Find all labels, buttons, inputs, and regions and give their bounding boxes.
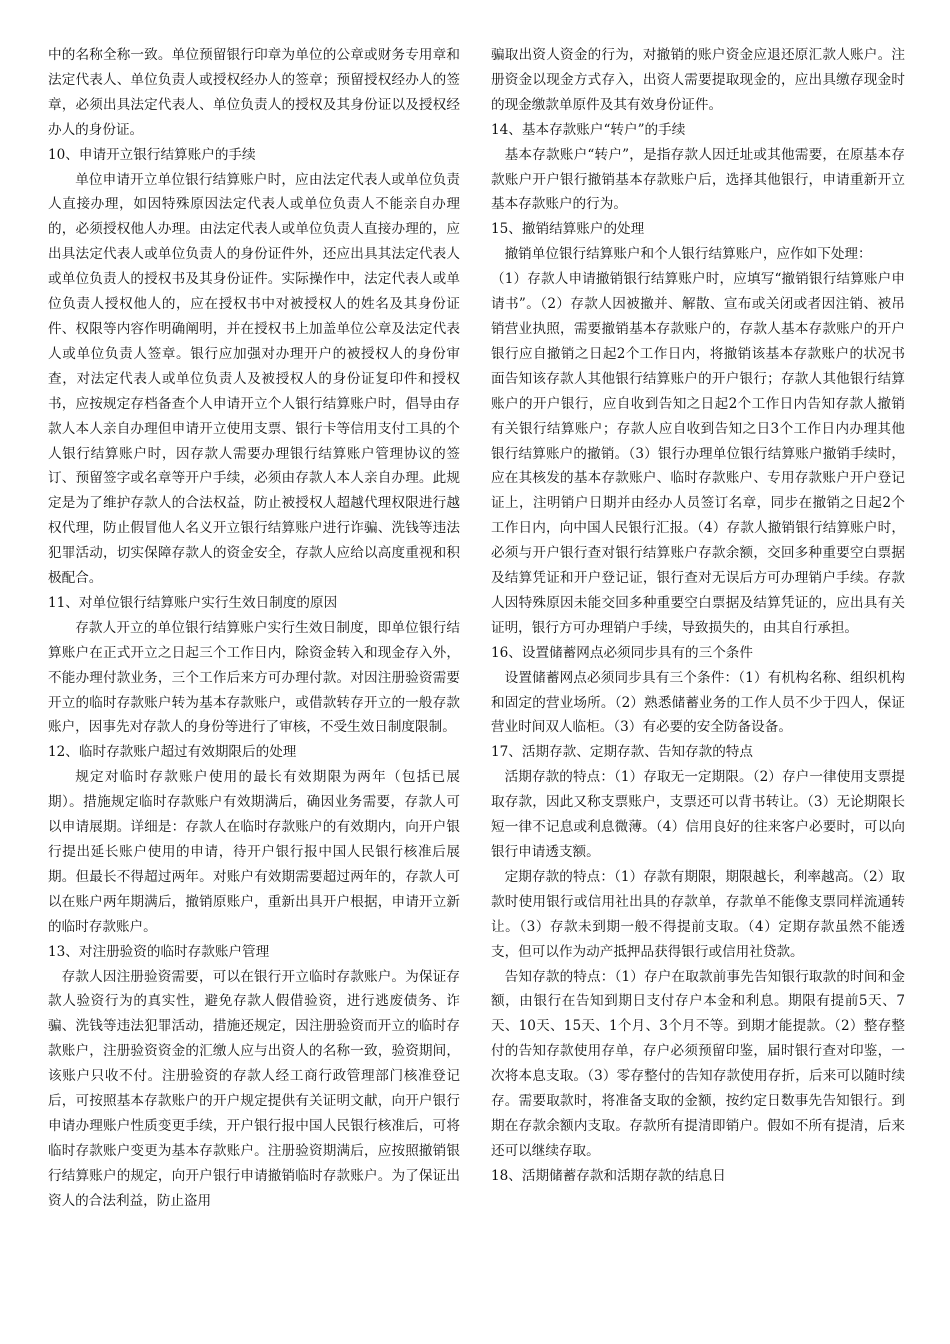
paragraph: 定期存款的特点：（1）存款有期限，期限越长，利率越高。（2）取款时使用银行或信用社出具的存款单，存款单不能像支票同样流通转让。（3）存款未到期一般不得提前支取。（4）定期存款虽然不能透支，但可以作为动产抵押品获得银行或信用社贷款。 xyxy=(491,868,905,960)
paragraph: 活期存款的特点：（1）存取无一定期限。（2）存户一律使用支票提取存款，因此又称支票账户，支票还可以背书转让。（3）无论期限长短一律不记息或利息微薄。（4）信用良好的往来客户必要时，可以向银行申请透支额。 xyxy=(491,769,905,860)
section-heading: 16、设置储蓄网点必须同步具有的三个条件 xyxy=(491,644,753,661)
section-heading: 14、基本存款账户“转户”的手续 xyxy=(491,121,686,138)
paragraph: 撤销单位银行结算账户和个人银行结算账户，应作如下处理： xyxy=(504,246,872,263)
section-heading: 12、临时存款账户超过有效期限后的处理 xyxy=(48,744,297,761)
right-column xyxy=(491,43,905,1189)
paragraph: 存款人开立的单位银行结算账户实行生效日制度，即单位银行结算账户在正式开立之日起三个工作日内，除资金转入和现金存入外，不能办理付款业务，三个工作后来方可办理付款。对因注册验资需要开立的临时存款账户转为基本存款账户，或借款转存开立的一般存款账户，因事先对存款人的身份等进行了审核，不受生效日制度限制。 xyxy=(48,619,460,736)
paragraph: 基本存款账户“转户”，是指存款人因迁址或其他需要，在原基本存款账户开户银行撤销基本存款账户后，选择其他银行，申请重新开立基本存款账户的行为。 xyxy=(491,146,905,213)
paragraph: 告知存款的特点：（1）存户在取款前事先告知银行取款的时间和金额，由银行在告知到期日支付存户本金和利息。期限有提前5天、7天、10天、15天、1个月、3个月不等。到期才能提款。（2）整存整付的告知存款使用存单，存户必须预留印鉴，届时银行查对印鉴，一次将本息支取。（3）零存整付的告知存款使用存折，后来可以随时续存。需要取款时，将准备支取的金额，按约定日数事先告知银行。到期在存款余额内支取。存款所有提清即销户。假如不所有提清，后来还可以继续存取。 xyxy=(491,968,905,1159)
paragraph: 设置储蓄网点必须同步具有三个条件：（1）有机构名称、组织机构和固定的营业场所。（2）熟悉储蓄业务的工作人员不少于四人，保证营业时间双人临柜。（3）有必要的安全防备设备。 xyxy=(491,669,905,736)
section-heading: 13、对注册验资的临时存款账户管理 xyxy=(48,943,270,960)
section-heading: 10、申请开立银行结算账户的手续 xyxy=(48,146,256,163)
section-heading: 18、活期储蓄存款和活期存款的结息日 xyxy=(491,1167,726,1184)
paragraph: 中的名称全称一致。单位预留银行印章为单位的公章或财务专用章和法定代表人、单位负责人或授权经办人的签章；预留授权经办人的签章，必须出具法定代表人、单位负责人的授权及其身份证以及授权经办人的身份证。 xyxy=(48,47,460,138)
paragraph: （1）存款人申请撤销银行结算账户时，应填写“撤销银行结算账户申请书”。（2）存款人因被撤并、解散、宣布或关闭或者因注销、被吊销营业执照，需要撤销基本存款账户的，存款人基本存款账户的开户银行应自撤销之日起2个工作日内，将撤销该基本存款账户的状况书面告知该存款人其他银行结算账户的开户银行；存款人其他银行结算账户的开户银行，应自收到告知之日起2个工作日内告知存款人撤销有关银行结算账户；存款人应自收到告知之日3个工作日内办理其他银行结算账户的撤销。（3）银行办理单位银行结算账户撤销手续时，应在其核发的基本存款账户、临时存款账户、专用存款账户开户登记证上，注明销户日期并由经办人员签订名章，同步在撤销之日起2个工作日内，向中国人民银行汇报。（4）存款人撤销银行结算账户时，必须与开户银行查对银行结算账户存款余额，交回多种重要空白票据及结算凭证和开户登记证，银行查对无误后方可办理销户手续。存款人因特殊原因未能交回多种重要空白票据及结算凭证的，应出具有关证明，银行方可办理销户手续，导致损失的，由其自行承担。 xyxy=(491,271,905,636)
paragraph: 存款人因注册验资需要，可以在银行开立临时存款账户。为保证存款人验资行为的真实性，避免存款人假借验资，进行逃废债务、诈骗、洗钱等违法犯罪活动，措施还规定，因注册验资而开立的临时存款账户，注册验资资金的汇缴人应与出资人的名称一致，验资期间，该账户只收不付。注册验资的存款人经工商行政管理部门核准登记后，可按照基本存款账户的开户规定提供有关证明文献，向开户银行申请办理账户性质变更手续，开户银行报中国人民银行核准后，可将临时存款账户变更为基本存款账户。注册验资期满后，应按照撤销银行结算账户的规定，向开户银行申请撤销临时存款账户。为了保证出资人的合法利益，防止盗用 xyxy=(48,968,460,1209)
section-heading: 11、对单位银行结算账户实行生效日制度的原因 xyxy=(48,594,338,611)
section-heading: 17、活期存款、定期存款、告知存款的特点 xyxy=(491,744,753,761)
paragraph: 规定对临时存款账户使用的最长有效期限为两年（包括已展期）。措施规定临时存款账户有效期满后，确因业务需要，存款人可以申请展期。详细是：存款人在临时存款账户的有效期内，向开户银行提出延长账户使用的申请，待开户银行报中国人民银行核准后展期。但最长不得超过两年。对账户有效期需要超过两年的，存款人可以在账户两年期满后，撤销原账户，重新出具开户根据，申请开立新的临时存款账户。 xyxy=(48,769,460,935)
left-column xyxy=(48,43,460,1214)
paragraph: 单位申请开立单位银行结算账户时，应由法定代表人或单位负责人直接办理，如因特殊原因法定代表人或单位负责人不能亲自办理的，必须授权他人办理。由法定代表人或单位负责人直接办理的，应出具法定代表人或单位负责人的身份证件外，还应出具其法定代表人或单位负责人的授权书及其身份证件。实际操作中，法定代表人或单位负责人授权他人的，应在授权书中对被授权人的姓名及其身份证件、权限等内容作明确阐明，并在授权书上加盖单位公章及法定代表人或单位负责人签章。银行应加强对办理开户的被授权人的身份审查，对法定代表人或单位负责人及被授权人的身份证复印件和授权书，应按规定存档备查个人申请开立个人银行结算账户时，倡导由存款人本人亲自办理但申请开立使用支票、银行卡等信用支付工具的个人银行结算账户时，因存款人需要办理银行结算账户管理协议的签订、预留签字或名章等开户手续，必须由存款人本人亲自办理。此规定是为了维护存款人的合法权益，防止被授权人超越代理权限进行越权代理，防止假冒他人名义开立银行结算账户进行诈骗、洗钱等违法犯罪活动，切实保障存款人的资金安全，存款人应给以高度重视和积极配合。 xyxy=(48,171,460,587)
section-heading: 15、撤销结算账户的处理 xyxy=(491,221,645,238)
paragraph: 骗取出资人资金的行为，对撤销的账户资金应退还原汇款人账户。注册资金以现金方式存入，出资人需要提取现金的，应出具缴存现金时的现金缴款单原件及其有效身份证件。 xyxy=(491,47,905,113)
